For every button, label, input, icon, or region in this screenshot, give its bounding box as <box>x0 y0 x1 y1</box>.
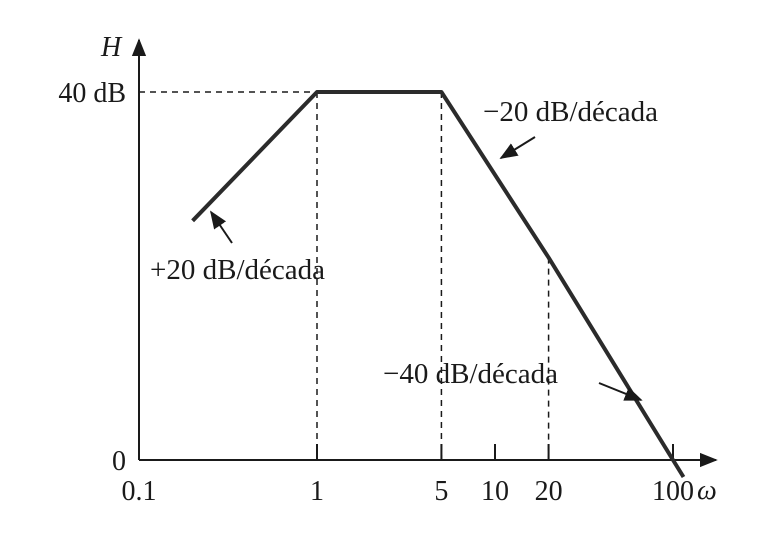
annotation-minus40: −40 dB/década <box>383 358 558 390</box>
y-tick-label: 0 <box>112 446 126 477</box>
annotation-arrow-minus40 <box>599 383 641 400</box>
x-tick-label: 100 <box>652 476 694 507</box>
x-axis-label: ω <box>697 475 717 506</box>
annotation-arrow-plus20 <box>211 212 232 243</box>
x-tick-marks <box>317 444 673 460</box>
tick-labels <box>58 78 694 507</box>
x-tick-label: 10 <box>481 476 509 507</box>
x-tick-label: 5 <box>434 476 449 507</box>
y-axis-label: H <box>101 32 122 63</box>
annotation-minus20: −20 dB/década <box>483 96 658 128</box>
x-tick-label: 1 <box>310 476 324 507</box>
x-tick-label: 20 <box>534 476 563 507</box>
annotation-arrow-minus20 <box>501 137 535 158</box>
annotation-plus20: +20 dB/década <box>150 254 325 286</box>
x-tick-label: 0.1 <box>121 476 157 507</box>
y-tick-label: 40 dB <box>58 78 126 109</box>
